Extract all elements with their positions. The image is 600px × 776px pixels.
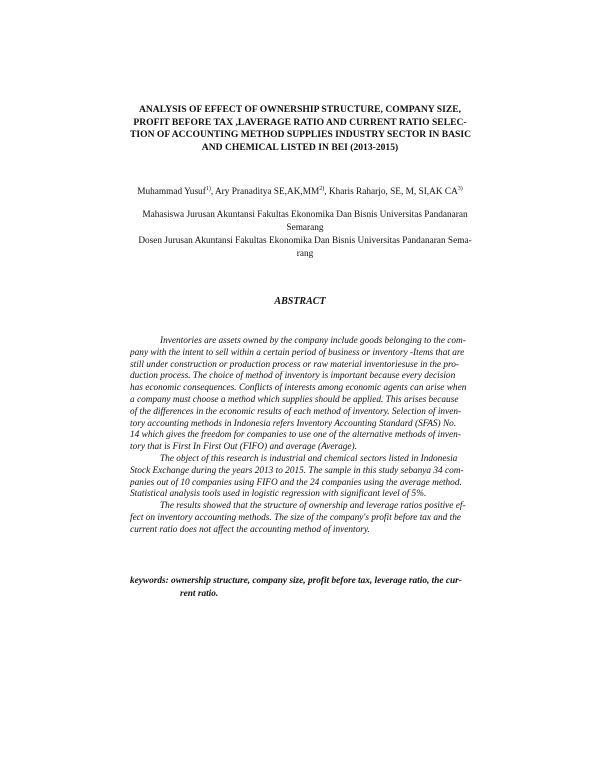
abstract-line: Stock Exchange during the years 2013 to 2015. The sample in this study sebanya 34 com- bbox=[130, 465, 464, 476]
author-3: , Kharis Raharjo, SE, M, SI,AK CA bbox=[324, 187, 458, 198]
keywords-line: keywords: ownership structure, company size, profit before tax, leverage ratio, the cur- bbox=[130, 576, 462, 586]
abstract-line: fect on inventory accounting methods. The size of the company's profit before tax and the bbox=[130, 512, 462, 523]
abstract-line: still under construction or production process or raw material inventoriesuse in the pro- bbox=[130, 359, 459, 370]
abstract-line: The results showed that the structure of ownership and leverage ratios positive ef- bbox=[160, 501, 466, 512]
keywords-line: rent ratio. bbox=[180, 588, 219, 599]
paper-title bbox=[130, 104, 470, 154]
abstract-line: panies out of 10 companies using FIFO and the 24 companies using the average method. bbox=[130, 477, 462, 488]
abstract-line: 14 which gives the freedom for companies to use one of the alternative methods of inven- bbox=[130, 430, 461, 441]
affiliation-line: Dosen Jurusan Akuntansi Fakultas Ekonomika Dan Bisnis Universitas Pandanaran Sema- bbox=[138, 236, 472, 246]
affiliation-lecturer bbox=[120, 235, 490, 260]
abstract-line: a company must choose a method which supplies should be applied. This arises because bbox=[130, 394, 459, 405]
abstract-line: Statistical analysis tools used in logistic regression with significant level of 5%. bbox=[130, 489, 427, 500]
abstract-line: duction process. The choice of method of inventory is important because every decision bbox=[130, 371, 456, 382]
abstract-heading: ABSTRACT bbox=[274, 296, 326, 307]
abstract-body bbox=[130, 336, 530, 537]
affiliation-line: rang bbox=[296, 248, 314, 259]
abstract-line: current ratio does not affect the accounting method of inventory. bbox=[130, 524, 370, 535]
affiliation-line: Mahasiswa Jurusan Akuntansi Fakultas Ekonomika Dan Bisnis Universitas Pandanaran bbox=[142, 210, 468, 220]
author-2-mark: 2) bbox=[319, 186, 325, 192]
abstract-line: of the differences in the economic results of each method of inventory. Selection of inven- bbox=[130, 406, 462, 417]
abstract-line: pany with the intent to sell within a certain period of business or inventory -Items that are bbox=[130, 347, 465, 358]
abstract-line: Inventories are assets owned by the company include goods belonging to the com- bbox=[160, 336, 466, 346]
author-1-mark: 1) bbox=[205, 186, 211, 192]
abstract-line: tory that is First In First Out (FIFO) and average (Average). bbox=[130, 442, 357, 453]
title-line: PROFIT BEFORE TAX ,LAVERAGE RATIO AND CURRENT RATIO SELEC- bbox=[133, 116, 467, 128]
title-line: AND CHEMICAL LISTED IN BEI (2013-2015) bbox=[201, 141, 399, 153]
abstract-line: tory accounting methods in Indonesia refers Inventory Accounting Standard (SFAS) No. bbox=[130, 418, 457, 429]
title-line: TION OF ACCOUNTING METHOD SUPPLIES INDUSTRY SECTOR IN BASIC bbox=[130, 129, 472, 141]
title-line: ANALYSIS OF EFFECT OF OWNERSHIP STRUCTURE, COMPANY SIZE, bbox=[138, 104, 462, 115]
keywords bbox=[130, 575, 550, 600]
author-2: , Ary Pranaditya SE,AK,MM bbox=[210, 187, 320, 198]
author-1: Muhammad Yusuf bbox=[137, 187, 206, 198]
author-3-mark: 3) bbox=[457, 186, 463, 192]
abstract-line: The object of this research is industrial and chemical sectors listed in Indonesia bbox=[160, 453, 458, 464]
author-list bbox=[0, 186, 600, 197]
affiliation-student bbox=[120, 209, 490, 234]
affiliation-line: Semarang bbox=[286, 222, 324, 233]
abstract-line: has economic consequences. Conflicts of interests among economic agents can arise when bbox=[130, 383, 467, 394]
